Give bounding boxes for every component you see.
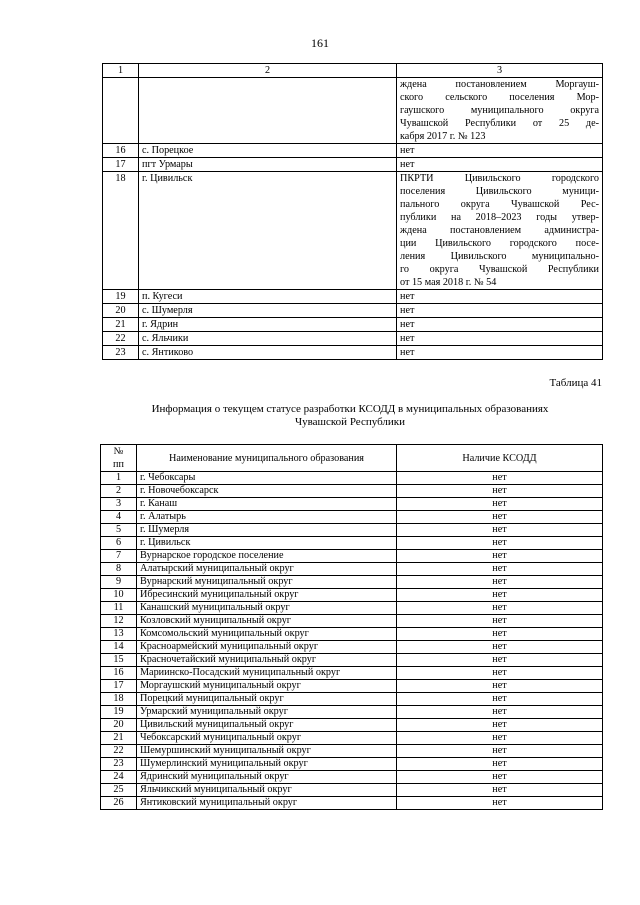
row-number: 13	[101, 628, 137, 641]
table-row	[101, 589, 603, 602]
ksodd-status: нет	[397, 680, 603, 693]
table-row	[103, 172, 603, 290]
table-row	[101, 641, 603, 654]
table-row	[101, 472, 603, 485]
ksodd-status: нет	[397, 511, 603, 524]
row-number: 6	[101, 537, 137, 550]
ksodd-status: нет	[397, 654, 603, 667]
table-row	[101, 784, 603, 797]
table-row	[101, 602, 603, 615]
table-row	[101, 615, 603, 628]
status-cell: нет	[397, 290, 603, 304]
table-row	[103, 346, 603, 360]
table-row	[101, 563, 603, 576]
place-cell: г. Ядрин	[139, 318, 397, 332]
municipality-name: Ибресинский муниципальный округ	[137, 589, 397, 602]
municipality-name: Моргаушский муниципальный округ	[137, 680, 397, 693]
municipality-name: г. Алатырь	[137, 511, 397, 524]
place-cell: г. Цивильск	[139, 172, 397, 290]
table-row	[103, 158, 603, 172]
municipality-name: Алатырский муниципальный округ	[137, 563, 397, 576]
status-cell: нет	[397, 158, 603, 172]
ksodd-status: нет	[397, 628, 603, 641]
table-row	[103, 332, 603, 346]
row-number: 21	[101, 732, 137, 745]
status-cell: нет	[397, 304, 603, 318]
place-cell: с. Янтиково	[139, 346, 397, 360]
table-row	[103, 290, 603, 304]
table-row	[101, 680, 603, 693]
municipality-name: Цивильский муниципальный округ	[137, 719, 397, 732]
header-status: Наличие КСОДД	[397, 445, 603, 472]
table-row	[101, 576, 603, 589]
row-number: 22	[101, 745, 137, 758]
status-cell-line: ции Цивильского городского посе-	[400, 238, 599, 249]
ksodd-status: нет	[397, 758, 603, 771]
status-cell: нет	[397, 346, 603, 360]
row-number: 4	[101, 511, 137, 524]
table-row	[101, 524, 603, 537]
status-cell-line: поселения Цивильского муници-	[400, 186, 599, 197]
status-cell-line: го округа Чувашской Республики	[400, 264, 599, 275]
ksodd-status: нет	[397, 771, 603, 784]
table-row	[101, 732, 603, 745]
table-row	[101, 537, 603, 550]
table-row	[101, 745, 603, 758]
status-cell-line: Чувашской Республики от 25 де-	[400, 118, 599, 129]
header-name: Наименование муниципального образования	[137, 445, 397, 472]
municipality-name: Козловский муниципальный округ	[137, 615, 397, 628]
row-number: 14	[101, 641, 137, 654]
table-caption: Таблица 41	[549, 377, 602, 389]
municipality-name: Вурнарский муниципальный округ	[137, 576, 397, 589]
table-row	[101, 758, 603, 771]
row-number	[103, 78, 139, 144]
row-number: 10	[101, 589, 137, 602]
table-row	[103, 144, 603, 158]
ksodd-status: нет	[397, 719, 603, 732]
row-number: 17	[101, 680, 137, 693]
row-number: 16	[103, 144, 139, 158]
ksodd-status: нет	[397, 524, 603, 537]
ksodd-status: нет	[397, 667, 603, 680]
row-number: 11	[101, 602, 137, 615]
table-row	[103, 78, 603, 144]
table-header-row	[103, 64, 603, 78]
column-number: 3	[397, 64, 603, 78]
table-row	[101, 693, 603, 706]
row-number: 20	[101, 719, 137, 732]
ksodd-status: нет	[397, 576, 603, 589]
status-cell-line: ждена постановлением администра-	[400, 225, 599, 236]
row-number: 7	[101, 550, 137, 563]
ksodd-status: нет	[397, 693, 603, 706]
table-row	[101, 706, 603, 719]
ksodd-status: нет	[397, 797, 603, 810]
row-number: 3	[101, 498, 137, 511]
row-number: 18	[103, 172, 139, 290]
municipality-name: Шумерлинский муниципальный округ	[137, 758, 397, 771]
place-cell: п. Кугеси	[139, 290, 397, 304]
ksodd-status: нет	[397, 589, 603, 602]
header-number-line: №	[113, 446, 124, 457]
row-number: 23	[101, 758, 137, 771]
row-number: 12	[101, 615, 137, 628]
row-number: 8	[101, 563, 137, 576]
ksodd-status: нет	[397, 563, 603, 576]
row-number: 9	[101, 576, 137, 589]
municipality-name: Вурнарское городское поселение	[137, 550, 397, 563]
status-cell: нет	[397, 318, 603, 332]
row-number: 21	[103, 318, 139, 332]
table-row	[101, 654, 603, 667]
row-number: 1	[101, 472, 137, 485]
table-row	[101, 667, 603, 680]
status-cell-line: публики на 2018–2023 годы утвер-	[400, 212, 599, 223]
row-number: 23	[103, 346, 139, 360]
row-number: 25	[101, 784, 137, 797]
ksodd-status: нет	[397, 732, 603, 745]
municipality-name: г. Новочебоксарск	[137, 485, 397, 498]
row-number: 2	[101, 485, 137, 498]
municipality-name: г. Цивильск	[137, 537, 397, 550]
ksodd-status: нет	[397, 615, 603, 628]
status-cell-line: ления Цивильского муниципально-	[400, 251, 599, 262]
header-number-line: пп	[113, 459, 124, 470]
ksodd-status: нет	[397, 784, 603, 797]
table-row	[103, 318, 603, 332]
status-cell-line: от 15 мая 2018 г. № 54	[400, 277, 497, 288]
row-number: 24	[101, 771, 137, 784]
ksodd-status: нет	[397, 498, 603, 511]
place-cell: с. Порецкое	[139, 144, 397, 158]
row-number: 15	[101, 654, 137, 667]
municipality-name: Порецкий муниципальный округ	[137, 693, 397, 706]
status-cell-line: ждена постановлением Моргауш-	[400, 79, 599, 90]
status-cell-line: ского сельского поселения Мор-	[400, 92, 599, 103]
row-number: 19	[101, 706, 137, 719]
place-cell	[139, 78, 397, 144]
row-number: 22	[103, 332, 139, 346]
row-number: 26	[101, 797, 137, 810]
status-cell: нет	[397, 332, 603, 346]
municipality-name: г. Шумерля	[137, 524, 397, 537]
table-row	[101, 797, 603, 810]
table-title-line: Чувашской Республики	[294, 416, 406, 428]
status-cell-line: пального округа Чувашской Рес-	[400, 199, 599, 210]
municipality-name: Яльчикский муниципальный округ	[137, 784, 397, 797]
municipality-name: Мариинско-Посадский муниципальный округ	[137, 667, 397, 680]
municipality-name: Красночетайский муниципальный округ	[137, 654, 397, 667]
status-cell	[397, 78, 603, 144]
status-cell	[397, 172, 603, 290]
table-continuation	[102, 63, 603, 360]
municipality-name: Ядринский муниципальный округ	[137, 771, 397, 784]
municipality-name: Урмарский муниципальный округ	[137, 706, 397, 719]
status-cell-line: гаушского муниципального округа	[400, 105, 599, 116]
place-cell: с. Шумерля	[139, 304, 397, 318]
column-number: 1	[103, 64, 139, 78]
table-row	[101, 511, 603, 524]
table-row	[101, 485, 603, 498]
ksodd-status: нет	[397, 706, 603, 719]
status-cell-line: ПКРТИ Цивильского городского	[400, 173, 599, 184]
column-number: 2	[139, 64, 397, 78]
municipality-name: Чебоксарский муниципальный округ	[137, 732, 397, 745]
table-row	[101, 719, 603, 732]
table-row	[101, 498, 603, 511]
page-number: 161	[311, 36, 329, 50]
ksodd-status: нет	[397, 641, 603, 654]
status-cell: нет	[397, 144, 603, 158]
table-title	[100, 403, 600, 429]
ksodd-status: нет	[397, 485, 603, 498]
ksodd-status-table	[100, 444, 603, 810]
municipality-name: Красноармейский муниципальный округ	[137, 641, 397, 654]
place-cell: пгт Урмары	[139, 158, 397, 172]
status-cell-line: кабря 2017 г. № 123	[400, 131, 486, 142]
row-number: 5	[101, 524, 137, 537]
table-row	[101, 771, 603, 784]
row-number: 16	[101, 667, 137, 680]
table-row	[103, 304, 603, 318]
ksodd-status: нет	[397, 550, 603, 563]
municipality-name: Канашский муниципальный округ	[137, 602, 397, 615]
row-number: 17	[103, 158, 139, 172]
table-title-line: Информация о текущем статусе разработки КСОДД в муниципальных образованиях	[151, 403, 549, 415]
ksodd-status: нет	[397, 602, 603, 615]
municipality-name: Комсомольский муниципальный округ	[137, 628, 397, 641]
ksodd-status: нет	[397, 537, 603, 550]
row-number: 19	[103, 290, 139, 304]
ksodd-status: нет	[397, 472, 603, 485]
header-number	[101, 445, 137, 472]
ksodd-status: нет	[397, 745, 603, 758]
municipality-name: г. Чебоксары	[137, 472, 397, 485]
table-header-row	[101, 445, 603, 472]
municipality-name: Шемуршинский муниципальный округ	[137, 745, 397, 758]
table-row	[101, 550, 603, 563]
municipality-name: г. Канаш	[137, 498, 397, 511]
municipality-name: Янтиковский муниципальный округ	[137, 797, 397, 810]
row-number: 20	[103, 304, 139, 318]
place-cell: с. Яльчики	[139, 332, 397, 346]
row-number: 18	[101, 693, 137, 706]
table-row	[101, 628, 603, 641]
